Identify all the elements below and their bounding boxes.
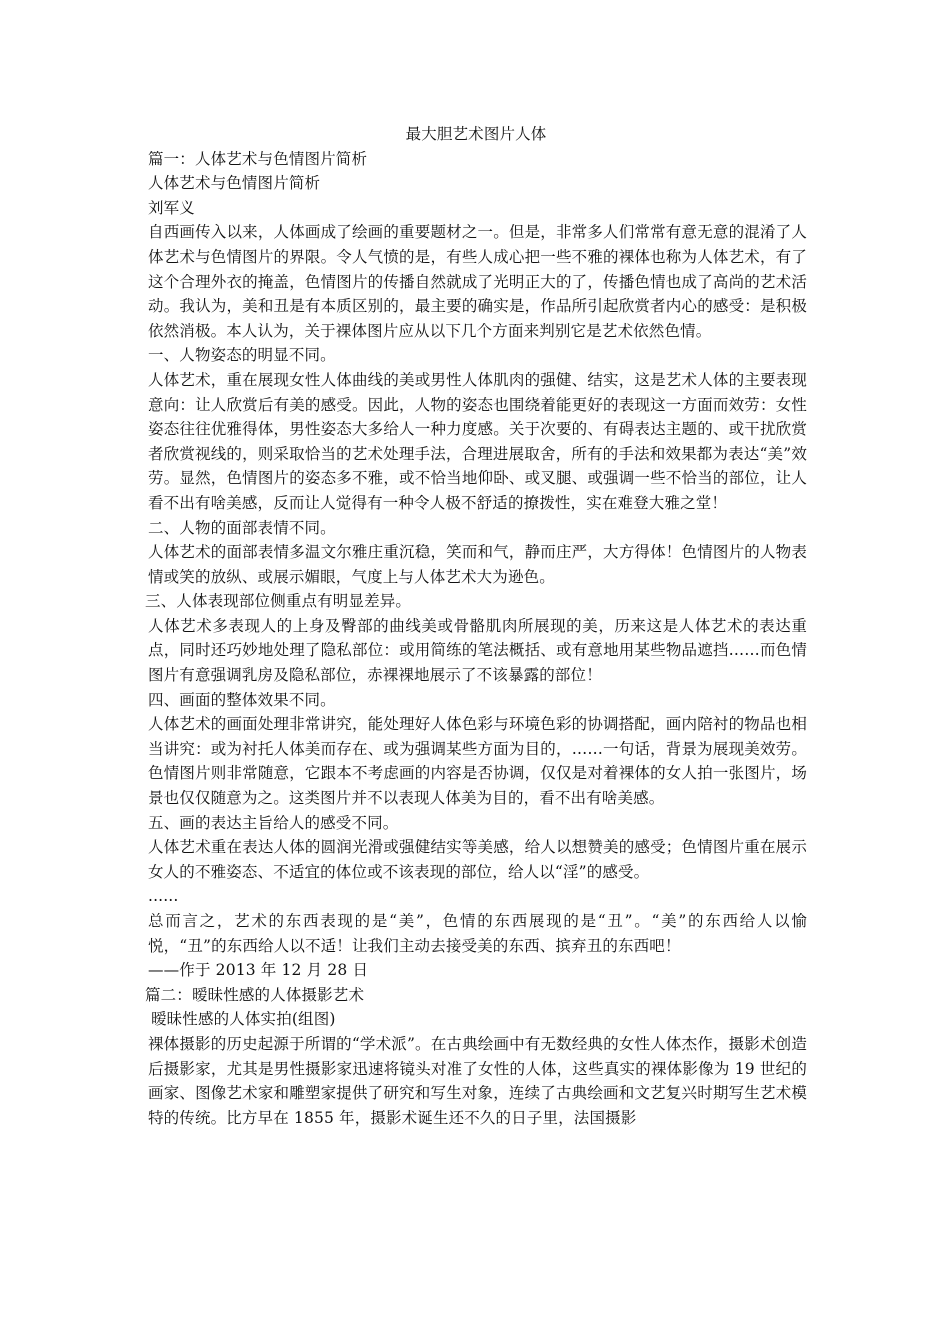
article-title: 人体艺术与色情图片简析: [148, 174, 321, 193]
document-page: [145, 122, 807, 1130]
point-heading: 四、画面的整体效果不同。: [148, 690, 336, 709]
point-heading: 三、人体表现部位侧重点有明显差异。: [145, 592, 412, 611]
section-heading: 篇二：暧昧性感的人体摄影艺术: [145, 985, 365, 1004]
document-title: 最大胆艺术图片人体: [405, 125, 547, 143]
point-heading: 五、画的表达主旨给人的感受不同。: [148, 813, 399, 832]
body-paragraph: 裸体摄影的历史起源于所谓的“学术派”。在古典绘画中有无数经典的女性人体杰作，摄影术创造后摄影家，尤其是男性摄影家迅速将镜头对准了女性的人体，这些真实的裸体影像为 19 世纪的画家、图像艺术家和雕塑家提供了研究和写生对象，连续了古典绘画和文艺复兴时期写生艺术模特的传统。比方早在 1855 年，摄影术诞生还不久的日子里，法国摄影: [148, 1034, 807, 1127]
body-paragraph: 自西画传入以来，人体画成了绘画的重要题材之一。但是，非常多人们常常有意无意的混淆了人体艺术与色情图片的界限。令人气愤的是，有些人成心把一些不雅的裸体也称为人体艺术，有了这个合理外衣的掩盖，色情图片的传播自然就成了光明正大的了，传播色情也成了高尚的艺术活动。我认为，美和丑是有本质区别的，最主要的确实是，作品所引起欣赏者内心的感受：是积极依然消极。本人认为，关于裸体图片应从以下几个方面来判别它是艺术依然色情。: [148, 223, 807, 340]
ellipsis-line: ......: [148, 887, 179, 906]
article-title: 暧昧性感的人体实拍(组图): [151, 1010, 336, 1029]
point-heading: 二、人物的面部表情不同。: [148, 518, 336, 537]
body-paragraph: 人体艺术的面部表情多温文尔雅庄重沉稳，笑而和气，静而庄严，大方得体！色情图片的人物表情或笑的放纵、或展示媚眼，气度上与人体艺术大为逊色。: [148, 543, 807, 586]
author: 刘军义: [148, 198, 195, 217]
body-paragraph: 人体艺术重在表达人体的圆润光滑或强健结实等美感，给人以想赞美的感受；色情图片重在展示女人的不雅姿态、不适宜的体位或不该表现的部位，给人以“淫”的感受。: [148, 838, 807, 881]
section-heading: 篇一：人体艺术与色情图片简析: [148, 149, 368, 168]
point-heading: 一、人物姿态的明显不同。: [148, 346, 336, 365]
body-paragraph: 人体艺术，重在展现女性人体曲线的美或男性人体肌肉的强健、结实，这是艺术人体的主要表现意向：让人欣赏后有美的感受。因此，人物的姿态也围绕着能更好的表现这一方面而效劳：女性姿态往往优雅得体，男性姿态大多给人一种力度感。关于次要的、有碍表达主题的、或干扰欣赏者欣赏视线的，则采取恰当的艺术处理手法，合理进展取舍，所有的手法和效果都为表达“美”效劳。显然，色情图片的姿态多不雅，或不恰当地仰卧、或叉腿、或强调一些不恰当的部位，让人看不出有啥美感，反而让人觉得有一种令人极不舒适的撩拨性，实在难登大雅之堂！: [148, 370, 807, 512]
body-paragraph: 人体艺术的画面处理非常讲究，能处理好人体色彩与环境色彩的协调搭配，画内陪衬的物品也相当讲究：或为衬托人体美而存在、或为强调某些方面为目的，……一句话，背景为展现美效劳。色情图片则非常随意，它跟本不考虑画的内容是否协调，仅仅是对着裸体的女人拍一张图片，场景也仅仅随意为之。这类图片并不以表现人体美为目的，看不出有啥美感。: [148, 715, 807, 808]
body-paragraph: 人体艺术多表现人的上身及臀部的曲线美或骨骼肌肉所展现的美，历来这是人体艺术的表达重点，同时还巧妙地处理了隐私部位：或用简练的笔法概括、或有意地用某些物品遮挡……而色情图片有意强调乳房及隐私部位，赤裸裸地展示了不该暴露的部位！: [148, 616, 807, 685]
date-line: ——作于 2013 年 12 月 28 日: [148, 961, 369, 980]
body-paragraph: 总而言之，艺术的东西表现的是“美”，色情的东西展现的是“丑”。“美”的东西给人以愉悦，“丑”的东西给人以不适！让我们主动去接受美的东西、摈弃丑的东西吧！: [148, 912, 807, 955]
